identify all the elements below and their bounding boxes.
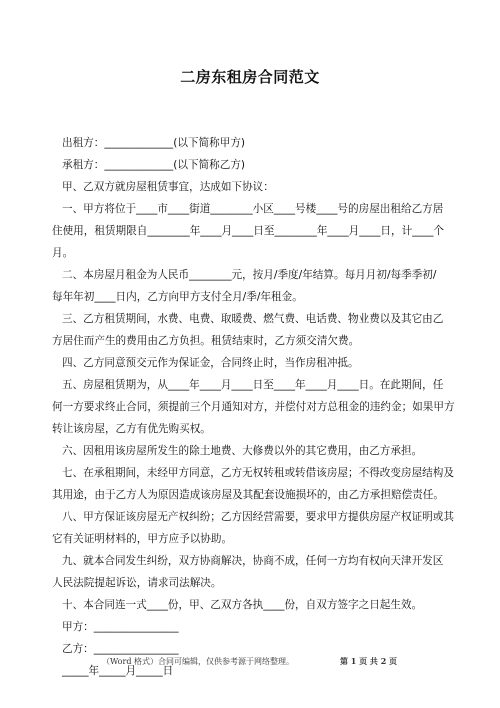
clause-line: 月。 xyxy=(52,247,74,259)
lessee-line: 承租方：_____________(以下简称乙方) xyxy=(62,159,246,171)
signature-party-b: 乙方：________________ xyxy=(62,643,179,655)
clause-line: 四、乙方同意预交元作为保证金，合同终止时，当作房租冲抵。 xyxy=(62,357,359,369)
clause-line: 方居住而产生的费用由乙方负担。租赁结束时，乙方须交清欠费。 xyxy=(52,335,360,347)
clause-line: 其用途，由于乙方人为原因造成该房屋及其配套设施损坏的，由乙方承担赔偿责任。 xyxy=(52,489,444,501)
clause-line: 人民法院提起诉讼，请求司法解决。 xyxy=(52,577,222,589)
clause-line: 三、乙方租赁期间，水费、电费、取暖费、燃气费、电话费、物业费以及其它由乙 xyxy=(62,313,444,325)
signature-party-a: 甲方：________________ xyxy=(62,621,179,633)
clause-line: 二、本房屋月租金为人民币________元，按月/季度/年结算。每月月初/每季季初/ xyxy=(62,269,437,281)
page-title: 二房东租房合同范文 xyxy=(180,68,320,86)
clause-7 xyxy=(52,466,454,503)
intro-line: 甲、乙双方就房屋租赁事宜，达成如下协议： xyxy=(62,181,274,193)
clause-5 xyxy=(52,378,455,437)
clause-line: 它有关证明材料的，甲方应予以协助。 xyxy=(52,533,233,545)
clause-1 xyxy=(52,202,448,261)
clause-line: 六、因租用该房屋所发生的除土地费、大修费以外的其它费用，由乙方承担。 xyxy=(62,445,423,457)
clause-line: 何一方要求终止合同，须提前三个月通知对方，并偿付对方总租金的违约金；如果甲方 xyxy=(52,401,455,413)
clause-6 xyxy=(62,444,448,459)
clause-line: 住使用，租赁期限自________年____月____日至________年____月____日，计____个 xyxy=(52,225,444,237)
clause-3 xyxy=(52,312,448,349)
clause-line: 每年年初____日内，乙方向甲方支付全月/季/年租金。 xyxy=(52,291,303,303)
clause-line: 九、就本合同发生纠纷，双方协商解决，协商不成，任何一方均有权向天津开发区 xyxy=(62,555,444,567)
clause-line: 七、在承租期间，未经甲方同意，乙方无权转租或转借该房屋；不得改变房屋结构及 xyxy=(62,467,454,479)
clause-line: 八、甲方保证该房屋无产权纠纷；乙方因经营需要，要求甲方提供房屋产权证明或其 xyxy=(62,511,454,523)
clause-10 xyxy=(62,598,448,613)
clause-2 xyxy=(52,268,448,305)
page-number: 第 1 页 共 2 页 xyxy=(340,656,398,666)
clause-line: 十、本合同连一式____份，甲、乙双方各执____份，自双方签字之日起生效。 xyxy=(62,599,423,611)
clause-9 xyxy=(52,554,448,591)
footer-note: （Word 格式）合同可编辑，仅供参考源于网络整理。 xyxy=(102,657,294,666)
clause-line: 五、房屋租赁期为，从____年____月____日至____年____月____日。在此期间，任 xyxy=(62,379,444,391)
clause-line: 转让该房屋，乙方有优先购买权。 xyxy=(52,423,211,435)
clause-4 xyxy=(62,356,448,371)
contract-body xyxy=(52,136,455,679)
lessor-line: 出租方：_____________(以下简称甲方) xyxy=(62,137,246,149)
signature-date: _____年_____月_____日 xyxy=(62,665,174,677)
clause-8 xyxy=(52,510,454,547)
clause-line: 一、甲方将位于____市____街道________小区____号楼____号的房屋出租给乙方居 xyxy=(62,203,444,215)
